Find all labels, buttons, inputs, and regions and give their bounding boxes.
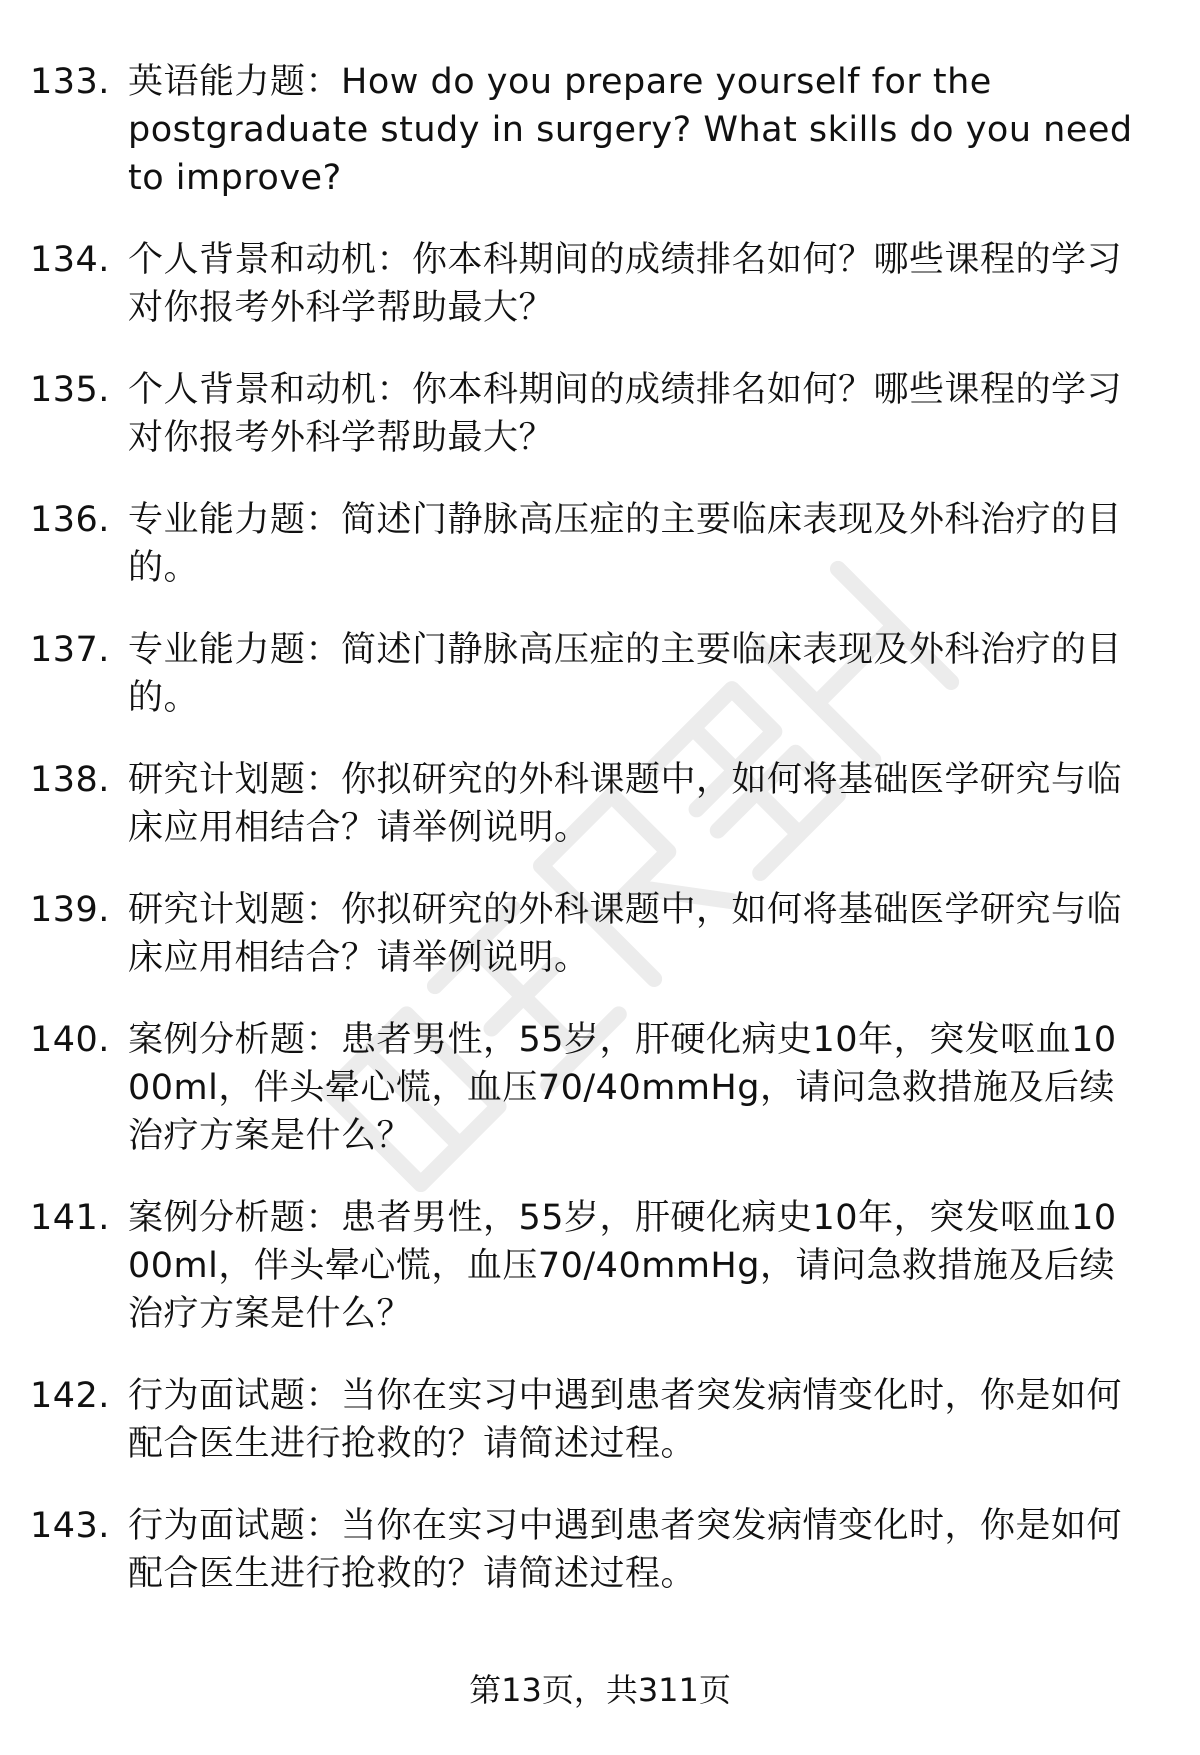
question-number: 142.: [30, 1376, 110, 1416]
question-item: [0, 1372, 1200, 1468]
question-number: 139.: [30, 890, 110, 930]
question-number: 138.: [30, 760, 110, 800]
question-item: [0, 756, 1200, 852]
question-item: [0, 58, 1200, 202]
question-number: 141.: [30, 1198, 110, 1238]
question-number: 135.: [30, 370, 110, 410]
question-text: 个人背景和动机：你本科期间的成绩排名如何？哪些课程的学习对你报考外科学帮助最大？: [128, 240, 1123, 328]
question-list: [0, 58, 1200, 1632]
question-text: 研究计划题：你拟研究的外科课题中，如何将基础医学研究与临床应用相结合？请举例说明。: [128, 760, 1123, 848]
question-number: 134.: [30, 240, 110, 280]
question-number: 143.: [30, 1506, 110, 1546]
question-number: 140.: [30, 1020, 110, 1060]
question-text: 专业能力题：简述门静脉高压症的主要临床表现及外科治疗的目的。: [128, 630, 1123, 718]
page-footer: [0, 1668, 1200, 1712]
question-text: 案例分析题：患者男性，55岁，肝硬化病史10年，突发呕血1000ml，伴头晕心慌，血压70/40mmHg，请问急救措施及后续治疗方案是什么？: [128, 1020, 1117, 1156]
question-item: [0, 1502, 1200, 1598]
question-text: 行为面试题：当你在实习中遇到患者突发病情变化时，你是如何配合医生进行抢救的？请简述过程。: [128, 1376, 1123, 1464]
question-item: [0, 1194, 1200, 1338]
question-text: 行为面试题：当你在实习中遇到患者突发病情变化时，你是如何配合医生进行抢救的？请简述过程。: [128, 1506, 1123, 1594]
question-item: [0, 1016, 1200, 1160]
page-number-label: 第13页，共311页: [469, 1671, 731, 1709]
question-text: 英语能力题：How do you prepare yourself for the postgraduate study in surgery? What skills do you need to improve?: [128, 62, 1133, 198]
question-number: 137.: [30, 630, 110, 670]
question-text: 研究计划题：你拟研究的外科课题中，如何将基础医学研究与临床应用相结合？请举例说明。: [128, 890, 1123, 978]
question-number: 136.: [30, 500, 110, 540]
question-text: 案例分析题：患者男性，55岁，肝硬化病史10年，突发呕血1000ml，伴头晕心慌，血压70/40mmHg，请问急救措施及后续治疗方案是什么？: [128, 1198, 1117, 1334]
question-number: 133.: [30, 62, 110, 102]
question-item: [0, 626, 1200, 722]
question-item: [0, 236, 1200, 332]
question-text: 个人背景和动机：你本科期间的成绩排名如何？哪些课程的学习对你报考外科学帮助最大？: [128, 370, 1123, 458]
question-item: [0, 366, 1200, 462]
question-text: 专业能力题：简述门静脉高压症的主要临床表现及外科治疗的目的。: [128, 500, 1123, 588]
question-item: [0, 886, 1200, 982]
question-item: [0, 496, 1200, 592]
